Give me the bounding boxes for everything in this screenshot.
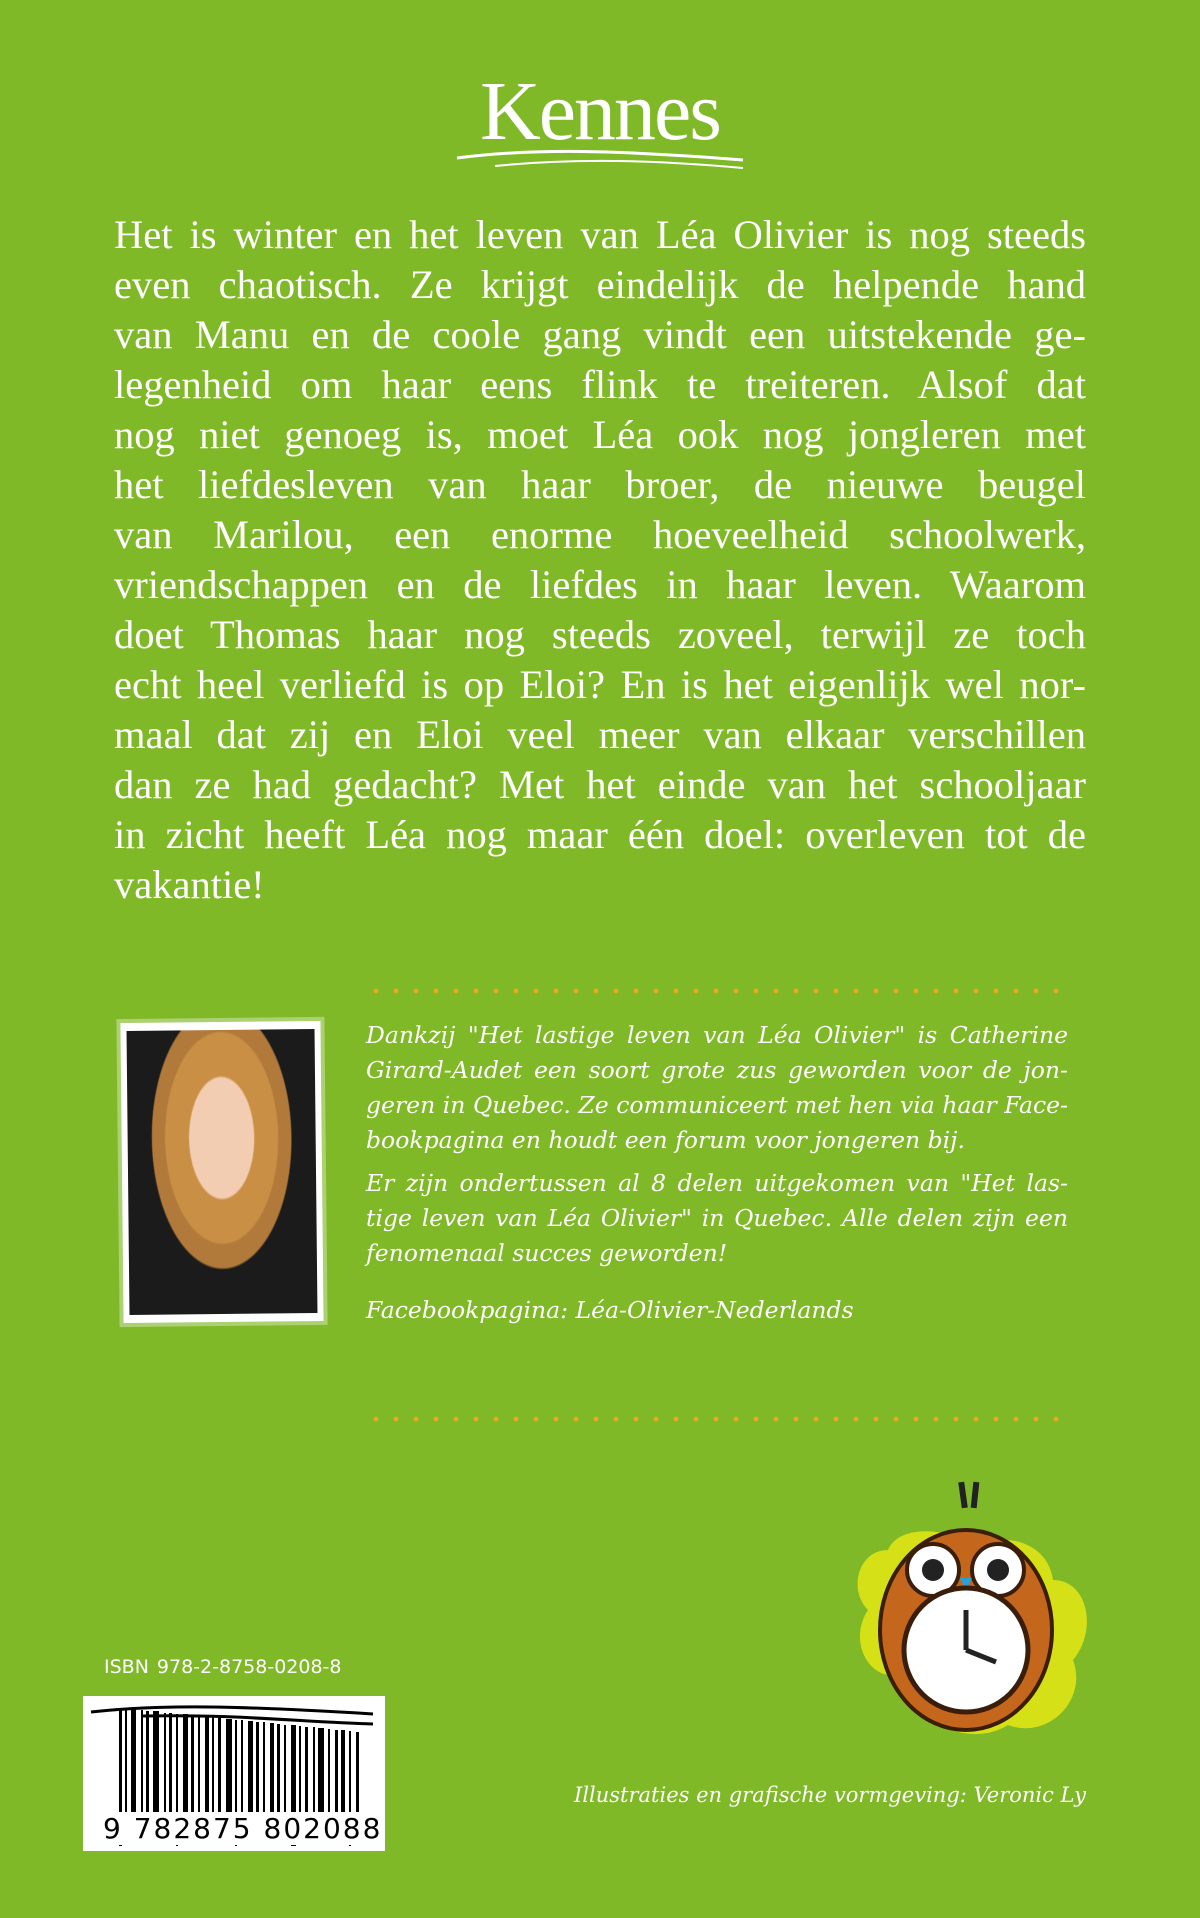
publisher-name: Kennes [480,65,720,158]
text-line: fenomenaal succes geworden! [366,1239,728,1267]
text-line: legenheid om haar eens flink te treiteren. Alsof dat [114,362,1086,407]
author-photo [120,1021,323,1323]
blurb-text [114,210,1086,910]
facebook-page: Facebookpagina: Léa-Olivier-Nederlands [366,1296,854,1324]
dotted-divider-bottom [366,1416,1068,1422]
text-line: het liefdesleven van haar broer, de nieuwe beugel [114,462,1086,507]
text-line: dan ze had gedacht? Met het einde van het schooljaar [114,762,1086,807]
text-line: vakantie! [114,862,265,907]
text-line: van Manu en de coole gang vindt een uitstekende ge- [114,312,1086,357]
illustration-credit: Illustraties en grafische vormgeving: Veronic Ly [574,1783,1086,1807]
publisher-logo [0,65,1200,176]
dotted-divider-top [366,988,1068,994]
text-line: doet Thomas haar nog steeds zoveel, terwijl ze toch [114,612,1086,657]
text-line: geren in Quebec. Ze communiceert met hen via haar Face- [366,1091,1068,1119]
text-line: tige leven van Léa Olivier" in Quebec. Alle delen zijn een [366,1204,1068,1232]
text-line: even chaotisch. Ze krijgt eindelijk de helpende hand [114,262,1086,307]
text-line: Dankzij "Het lastige leven van Léa Olivier" is Catherine [366,1021,1068,1049]
isbn-prefix: ISBN [104,1656,149,1678]
text-line: in zicht heeft Léa nog maar één doel: overleven tot de [114,812,1086,857]
text-line: bookpagina en houdt een forum voor jongeren bij. [366,1126,965,1154]
text-line: Girard-Audet een soort grote zus geworden voor de jon- [366,1056,1068,1084]
text-line: van Marilou, een enorme hoeveelheid schoolwerk, [114,512,1086,557]
text-line: Er zijn ondertussen al 8 delen uitgekomen van "Het las- [366,1169,1068,1197]
text-line: echt heel verliefd is op Eloi? En is het eigenlijk wel nor- [114,662,1086,707]
bio-paragraph-2 [366,1166,1068,1271]
text-line: maal dat zij en Eloi veel meer van elkaar verschillen [114,712,1086,757]
owl-clock-illustration [848,1470,1098,1764]
bio-paragraph-1 [366,1018,1068,1158]
isbn-number: 978-2-8758-0208-8 [156,1656,342,1678]
author-bio [366,1018,1068,1336]
isbn-label [104,1656,342,1678]
text-line: Het is winter en het leven van Léa Olivier is nog steeds [114,212,1086,257]
text-line: nog niet genoeg is, moet Léa ook nog jongleren met [114,412,1086,457]
barcode-digits: 9 782875 802088 [103,1812,383,1845]
barcode [83,1696,385,1851]
text-line: vriendschappen en de liefdes in haar leven. Waarom [114,562,1086,607]
